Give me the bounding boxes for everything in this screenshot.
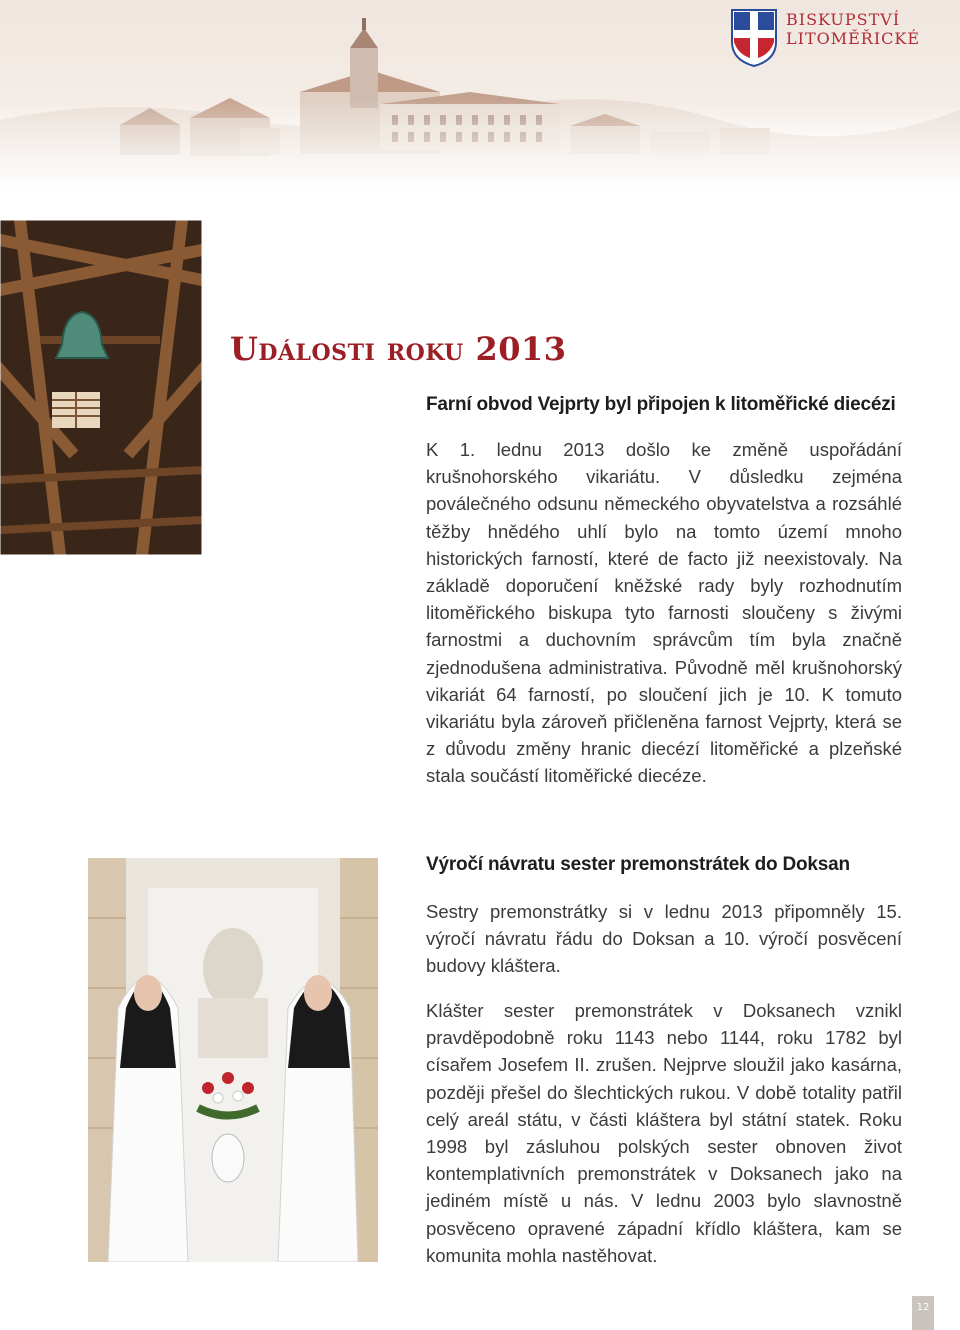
bell-tower-photo xyxy=(0,220,202,555)
logo-text xyxy=(786,10,920,48)
diocese-logo[interactable] xyxy=(730,8,930,68)
page-number: 12 xyxy=(912,1296,934,1330)
shield-icon xyxy=(730,8,778,68)
article-2-intro: Sestry premonstrátky si v lednu 2013 připomněly 15. výročí návratu řádu do Doksan a 10. výročí posvěcení budovy kláštera. xyxy=(426,901,902,977)
header-banner xyxy=(0,0,960,190)
nuns-photo xyxy=(88,858,378,1262)
logo-line-1: BISKUPSTVÍ xyxy=(786,10,901,29)
logo-line-2: LITOMĚŘICKÉ xyxy=(786,29,921,48)
page-title: Události roku 2013 xyxy=(230,330,567,368)
article-2-heading: Výročí návratu sester premonstrátek do Doksan xyxy=(426,854,850,875)
article-2-body: Klášter sester premonstrátek v Doksanech vznikl pravděpodobně roku 1143 nebo 1144, roku 1782 byl císařem Josefem II. zrušen. Nejprve sloužil jako kasárna, později přešel do šlechtických rukou. V době totality patřil celý areál státu, v části kláštera byl státní statek. Roku 1998 byl zásluhou polských sester obnoven život kontemplativních premonstrátek v Doksanech jako na jediném místě u nás. V lednu 2003 bylo slavnostně posvěceno opravené západní křídlo kláštera, kam se komunita mohla nastěhovat. xyxy=(426,1000,902,1266)
article-1-body: K 1. lednu 2013 došlo ke změně uspořádání krušnohorského vikariátu. V důsledku zejména poválečného odsunu německého obyvatelstva a rozsáhlé těžby hnědého uhlí bylo na tomto území mnoho historických farností, které de facto již neexistovaly. Na základě doporučení kněžské rady byly rozhodnutím litoměřického biskupa tyto farnosti sloučeny s živými farnostmi a duchovním správcům tím byla značně zjednodušena administrativa. Původně měl krušnohorský vikariát 64 farností, po sloučení jich je 10. K tomuto vikariátu byla zároveň přičleněna farnost Vejprty, která se z důvodu změny hranic diecézí litoměřické a plzeňské stala součástí litoměřické diecéze. xyxy=(426,439,902,787)
article-1-heading: Farní obvod Vejprty byl připojen k litoměřické diecézi xyxy=(426,394,896,415)
